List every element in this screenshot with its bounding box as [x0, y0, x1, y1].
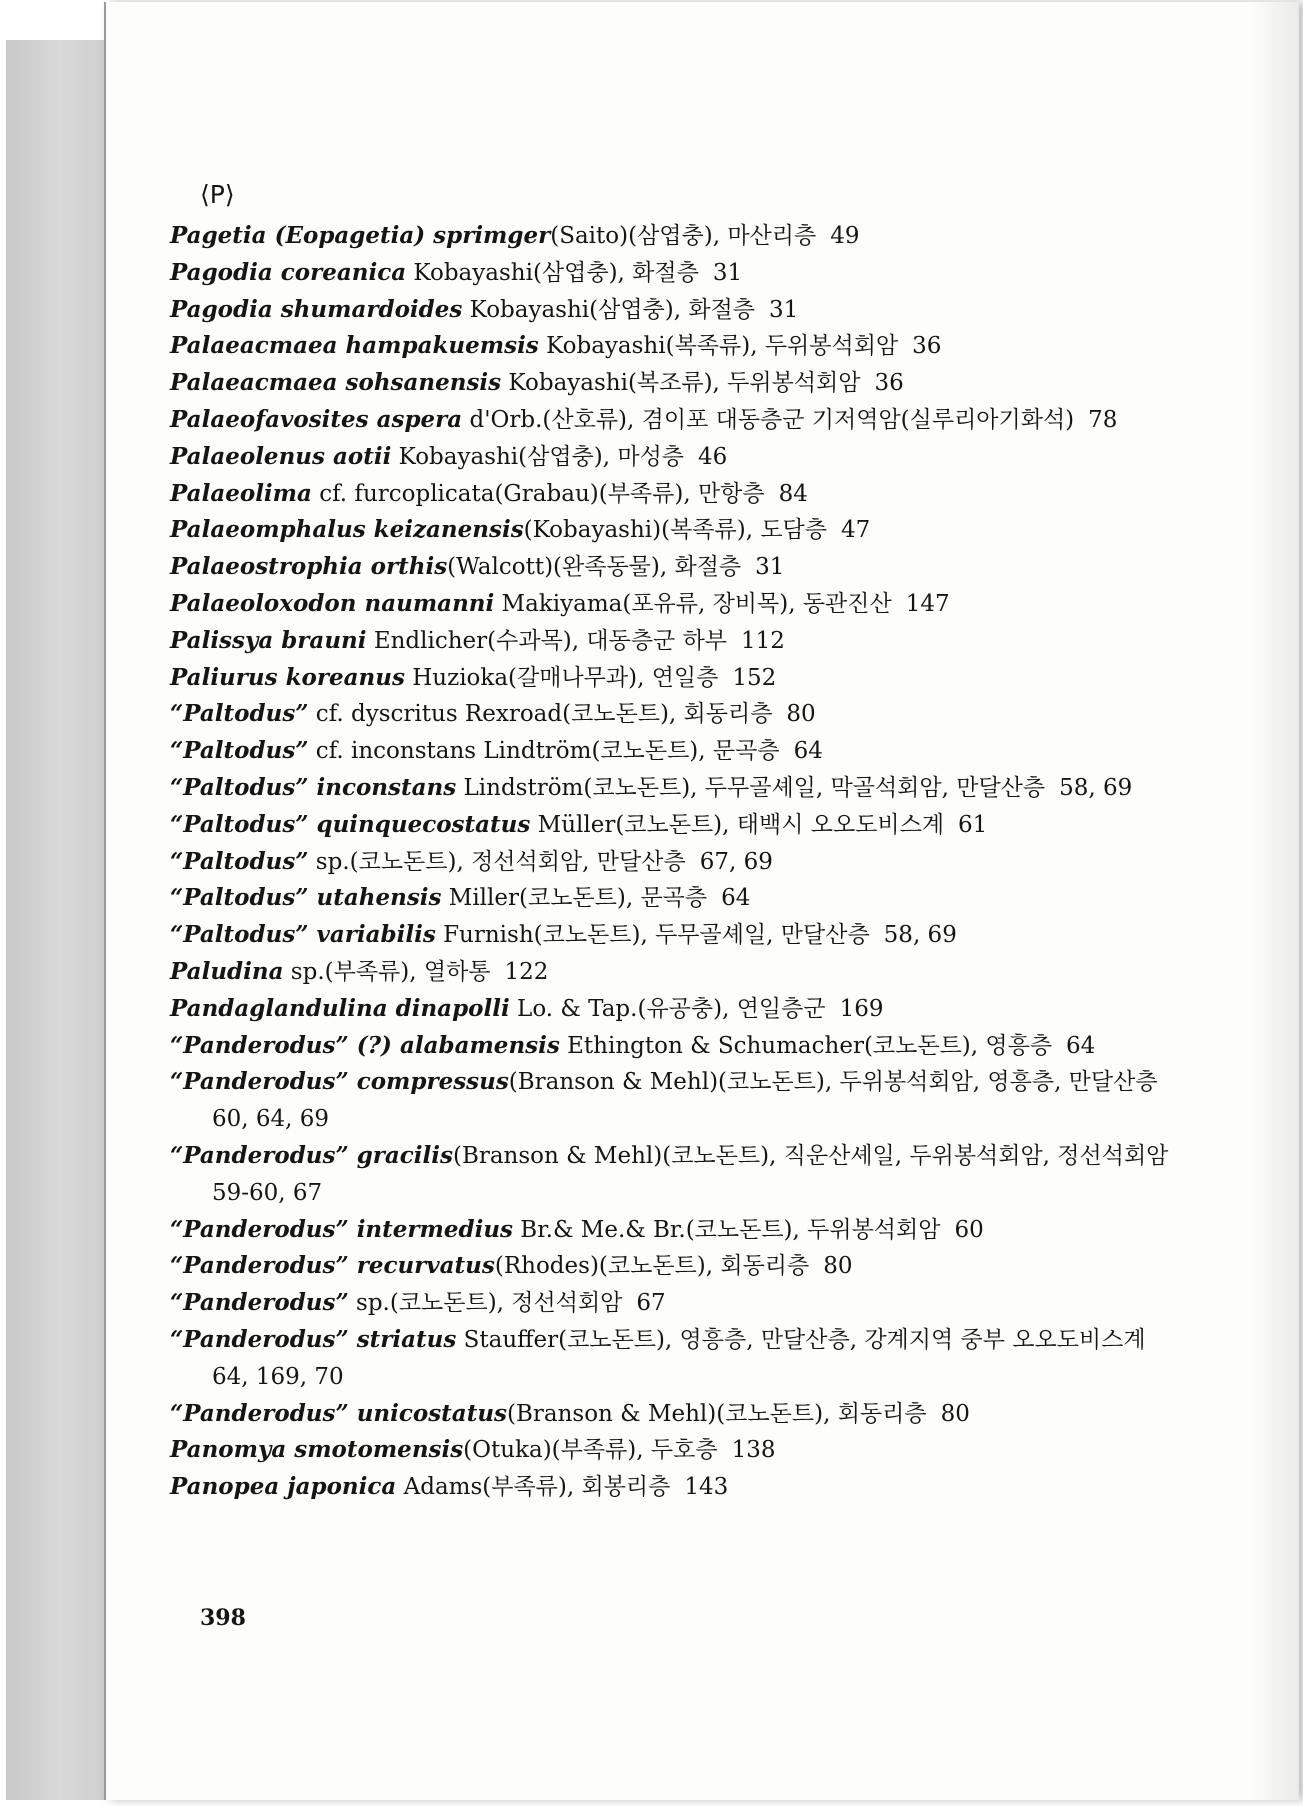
page-reference: 46 — [698, 443, 728, 470]
index-entry — [170, 1212, 1170, 1249]
taxon-name: Pagodia coreanica — [170, 258, 407, 286]
page-reference: 67, 69 — [699, 848, 773, 875]
index-entry — [170, 1248, 1170, 1285]
page-reference: 143 — [684, 1474, 729, 1501]
page-reference: 47 — [841, 517, 871, 544]
page-reference: 80 — [823, 1253, 853, 1280]
index-entry — [170, 439, 1170, 476]
page-reference: 152 — [732, 664, 777, 691]
page-reference: 80 — [940, 1400, 970, 1427]
page-reference: 31 — [755, 554, 785, 581]
entry-details: Kobayashi(복족류), 두위봉석회암 — [538, 333, 899, 360]
page-reference: 58, 69 — [883, 922, 957, 949]
entry-details: Lindström(코노돈트), 두무골셰일, 막골석회암, 만달산층 — [456, 774, 1046, 801]
page-reference: 112 — [741, 627, 785, 654]
entry-details: d'Orb.(산호류), 겸이포 대동층군 기저역암(실루리아기화석) — [462, 406, 1075, 433]
taxon-name: “Paltodus” — [170, 700, 309, 728]
index-entry — [170, 512, 1170, 549]
entry-details: Miller(코노돈트), 문곡층 — [441, 885, 708, 912]
taxon-name: Palaeacmaea hampakuemsis — [170, 332, 539, 360]
entry-details: (Branson & Mehl)(코노돈트), 직운산셰일, 두위봉석회암, 정선석회암 — [452, 1142, 1169, 1169]
taxon-name: “Panderodus” recurvatus — [170, 1252, 495, 1280]
entry-details: sp.(부족류), 열하통 — [283, 958, 491, 985]
index-entry — [170, 1432, 1170, 1469]
entry-details: Makiyama(포유류, 장비목), 동관진산 — [494, 590, 892, 617]
section-heading: ⟨P⟩ — [200, 180, 235, 209]
index-entry — [170, 402, 1170, 439]
entry-details: cf. furcoplicata(Grabau)(부족류), 만항층 — [311, 480, 765, 507]
index-entry — [170, 1138, 1170, 1212]
page-reference: 64 — [1066, 1032, 1096, 1059]
entry-details: Adams(부족류), 회봉리층 — [396, 1474, 671, 1501]
index-entry — [170, 1285, 1170, 1322]
entry-details: (Kobayashi)(복족류), 도담층 — [523, 517, 827, 544]
entry-details: Huzioka(갈매나무과), 연일층 — [404, 664, 719, 691]
index-entry — [170, 696, 1170, 733]
page-reference: 49 — [830, 223, 860, 249]
page-reference: 169 — [839, 995, 884, 1022]
page-reference: 60, 64, 69 — [212, 1106, 330, 1133]
taxon-name: “Paltodus” inconstans — [170, 773, 457, 801]
index-entry — [170, 733, 1170, 770]
entry-details: Kobayashi(삼엽충), 화절층 — [406, 259, 699, 286]
index-entry — [170, 255, 1170, 292]
entry-details: Kobayashi(삼엽충), 화절층 — [462, 296, 756, 323]
index-entry-list — [170, 218, 1170, 1506]
index-entry — [170, 218, 1170, 255]
entry-details: (Branson & Mehl)(코노돈트), 두위봉석회암, 영흥층, 만달산층 — [508, 1069, 1158, 1096]
taxon-name: Palaeostrophia orthis — [170, 553, 448, 581]
entry-details: sp.(코노돈트), 정선석회암 — [348, 1290, 623, 1317]
entry-details: Müller(코노돈트), 태백시 오오도비스계 — [530, 811, 945, 838]
index-entry — [170, 807, 1170, 844]
index-entry — [170, 844, 1170, 881]
index-entry — [170, 660, 1170, 697]
index-content — [170, 180, 1170, 1506]
taxon-name: “Paltodus” — [170, 737, 309, 765]
taxon-name: Palaeomphalus keizanensis — [170, 516, 524, 544]
index-entry — [170, 328, 1170, 365]
index-entry — [170, 586, 1170, 623]
index-entry — [170, 549, 1170, 586]
page-reference: 36 — [912, 333, 942, 360]
page-reference: 138 — [731, 1437, 776, 1464]
page-reference: 58, 69 — [1059, 774, 1133, 801]
taxon-name: Palaeolima — [170, 479, 312, 507]
entry-details: Endlicher(수과목), 대동층군 하부 — [366, 627, 728, 654]
taxon-name: “Paltodus” utahensis — [170, 884, 442, 912]
entry-details: Ethington & Schumacher(코노돈트), 영흥층 — [559, 1032, 1053, 1059]
index-entry — [170, 1396, 1170, 1433]
taxon-name: Paliurus koreanus — [170, 663, 405, 691]
index-entry — [170, 1322, 1170, 1396]
page-number: 398 — [200, 1605, 246, 1631]
index-entry — [170, 476, 1170, 513]
index-entry — [170, 1028, 1170, 1065]
entry-details: (Otuka)(부족류), 두호층 — [463, 1437, 718, 1464]
entry-details: (Saito)(삼엽충), 마산리층 — [550, 223, 817, 249]
page-reference: 59-60, 67 — [212, 1179, 323, 1206]
entry-details: sp.(코노돈트), 정선석회암, 만달산층 — [308, 848, 686, 875]
taxon-name: “Panderodus” unicostatus — [170, 1399, 507, 1427]
entry-details: (Branson & Mehl)(코노돈트), 회동리층 — [507, 1400, 927, 1427]
taxon-name: Palaeolenus aotii — [170, 442, 392, 470]
book-spine — [6, 40, 104, 1800]
taxon-name: Pagodia shumardoides — [170, 295, 463, 323]
index-entry — [170, 991, 1170, 1028]
page-reference: 147 — [905, 590, 950, 617]
page-reference: 64 — [793, 738, 823, 765]
index-entry — [170, 880, 1170, 917]
index-entry — [170, 365, 1170, 402]
entry-details: Furnish(코노돈트), 두무골셰일, 만달산층 — [435, 922, 870, 949]
taxon-name: “Panderodus” gracilis — [170, 1141, 453, 1169]
index-entry — [170, 1469, 1170, 1506]
page-edge-shadow — [1249, 2, 1299, 1800]
index-entry — [170, 292, 1170, 329]
entry-details: Br.& Me.& Br.(코노돈트), 두위봉석회암 — [513, 1216, 941, 1243]
taxon-name: Panopea japonica — [170, 1473, 397, 1501]
entry-details: Stauffer(코노돈트), 영흥층, 만달산층, 강계지역 중부 오오도비스계 — [456, 1326, 1146, 1353]
taxon-name: Palaeacmaea sohsanensis — [170, 369, 502, 397]
entry-details: cf. inconstans Lindtröm(코노돈트), 문곡층 — [308, 738, 780, 765]
page-reference: 36 — [874, 370, 904, 397]
entry-details: (Walcott)(완족동물), 화절층 — [447, 554, 742, 581]
page-reference: 31 — [769, 296, 799, 323]
page-reference: 84 — [778, 480, 808, 507]
page-reference: 67 — [636, 1290, 666, 1317]
page-reference: 122 — [504, 958, 549, 985]
taxon-name: “Panderodus” striatus — [170, 1325, 457, 1353]
index-entry — [170, 1064, 1170, 1138]
page-reference: 64 — [721, 885, 751, 912]
entry-details: Kobayashi(복조류), 두위봉석회암 — [501, 370, 861, 397]
taxon-name: Palissya brauni — [170, 626, 367, 654]
taxon-name: Panomya smotomensis — [170, 1436, 464, 1464]
index-entry — [170, 770, 1170, 807]
taxon-name: “Panderodus” — [170, 1289, 349, 1317]
taxon-name: “Panderodus” (?) alabamensis — [170, 1031, 560, 1059]
taxon-name: “Paltodus” quinquecostatus — [170, 810, 531, 838]
page-reference: 60 — [954, 1216, 984, 1243]
page-reference: 80 — [786, 701, 816, 728]
taxon-name: Pandaglandulina dinapolli — [170, 994, 510, 1022]
taxon-name: “Panderodus” intermedius — [170, 1215, 513, 1243]
index-entry — [170, 954, 1170, 991]
entry-details: cf. dyscritus Rexroad(코노돈트), 회동리층 — [308, 701, 773, 728]
taxon-name: Pagetia (Eopagetia) sprimger — [170, 222, 551, 249]
page-reference: 64, 169, 70 — [212, 1363, 344, 1390]
entry-details: Lo. & Tap.(유공충), 연일층군 — [509, 995, 826, 1022]
page-reference: 31 — [712, 259, 743, 286]
taxon-name: “Paltodus” — [170, 847, 309, 875]
index-entry — [170, 917, 1170, 954]
taxon-name: “Paltodus” variabilis — [170, 921, 436, 949]
taxon-name: “Panderodus” compressus — [170, 1068, 509, 1096]
page-reference: 61 — [958, 811, 988, 838]
index-entry — [170, 623, 1170, 660]
taxon-name: Paludina — [170, 957, 284, 985]
taxon-name: Palaeoloxodon naumanni — [170, 589, 495, 617]
entry-details: (Rhodes)(코노돈트), 회동리층 — [494, 1253, 810, 1280]
taxon-name: Palaeofavosites aspera — [170, 405, 463, 433]
page-reference: 78 — [1088, 406, 1118, 433]
entry-details: Kobayashi(삼엽충), 마성층 — [391, 443, 685, 470]
